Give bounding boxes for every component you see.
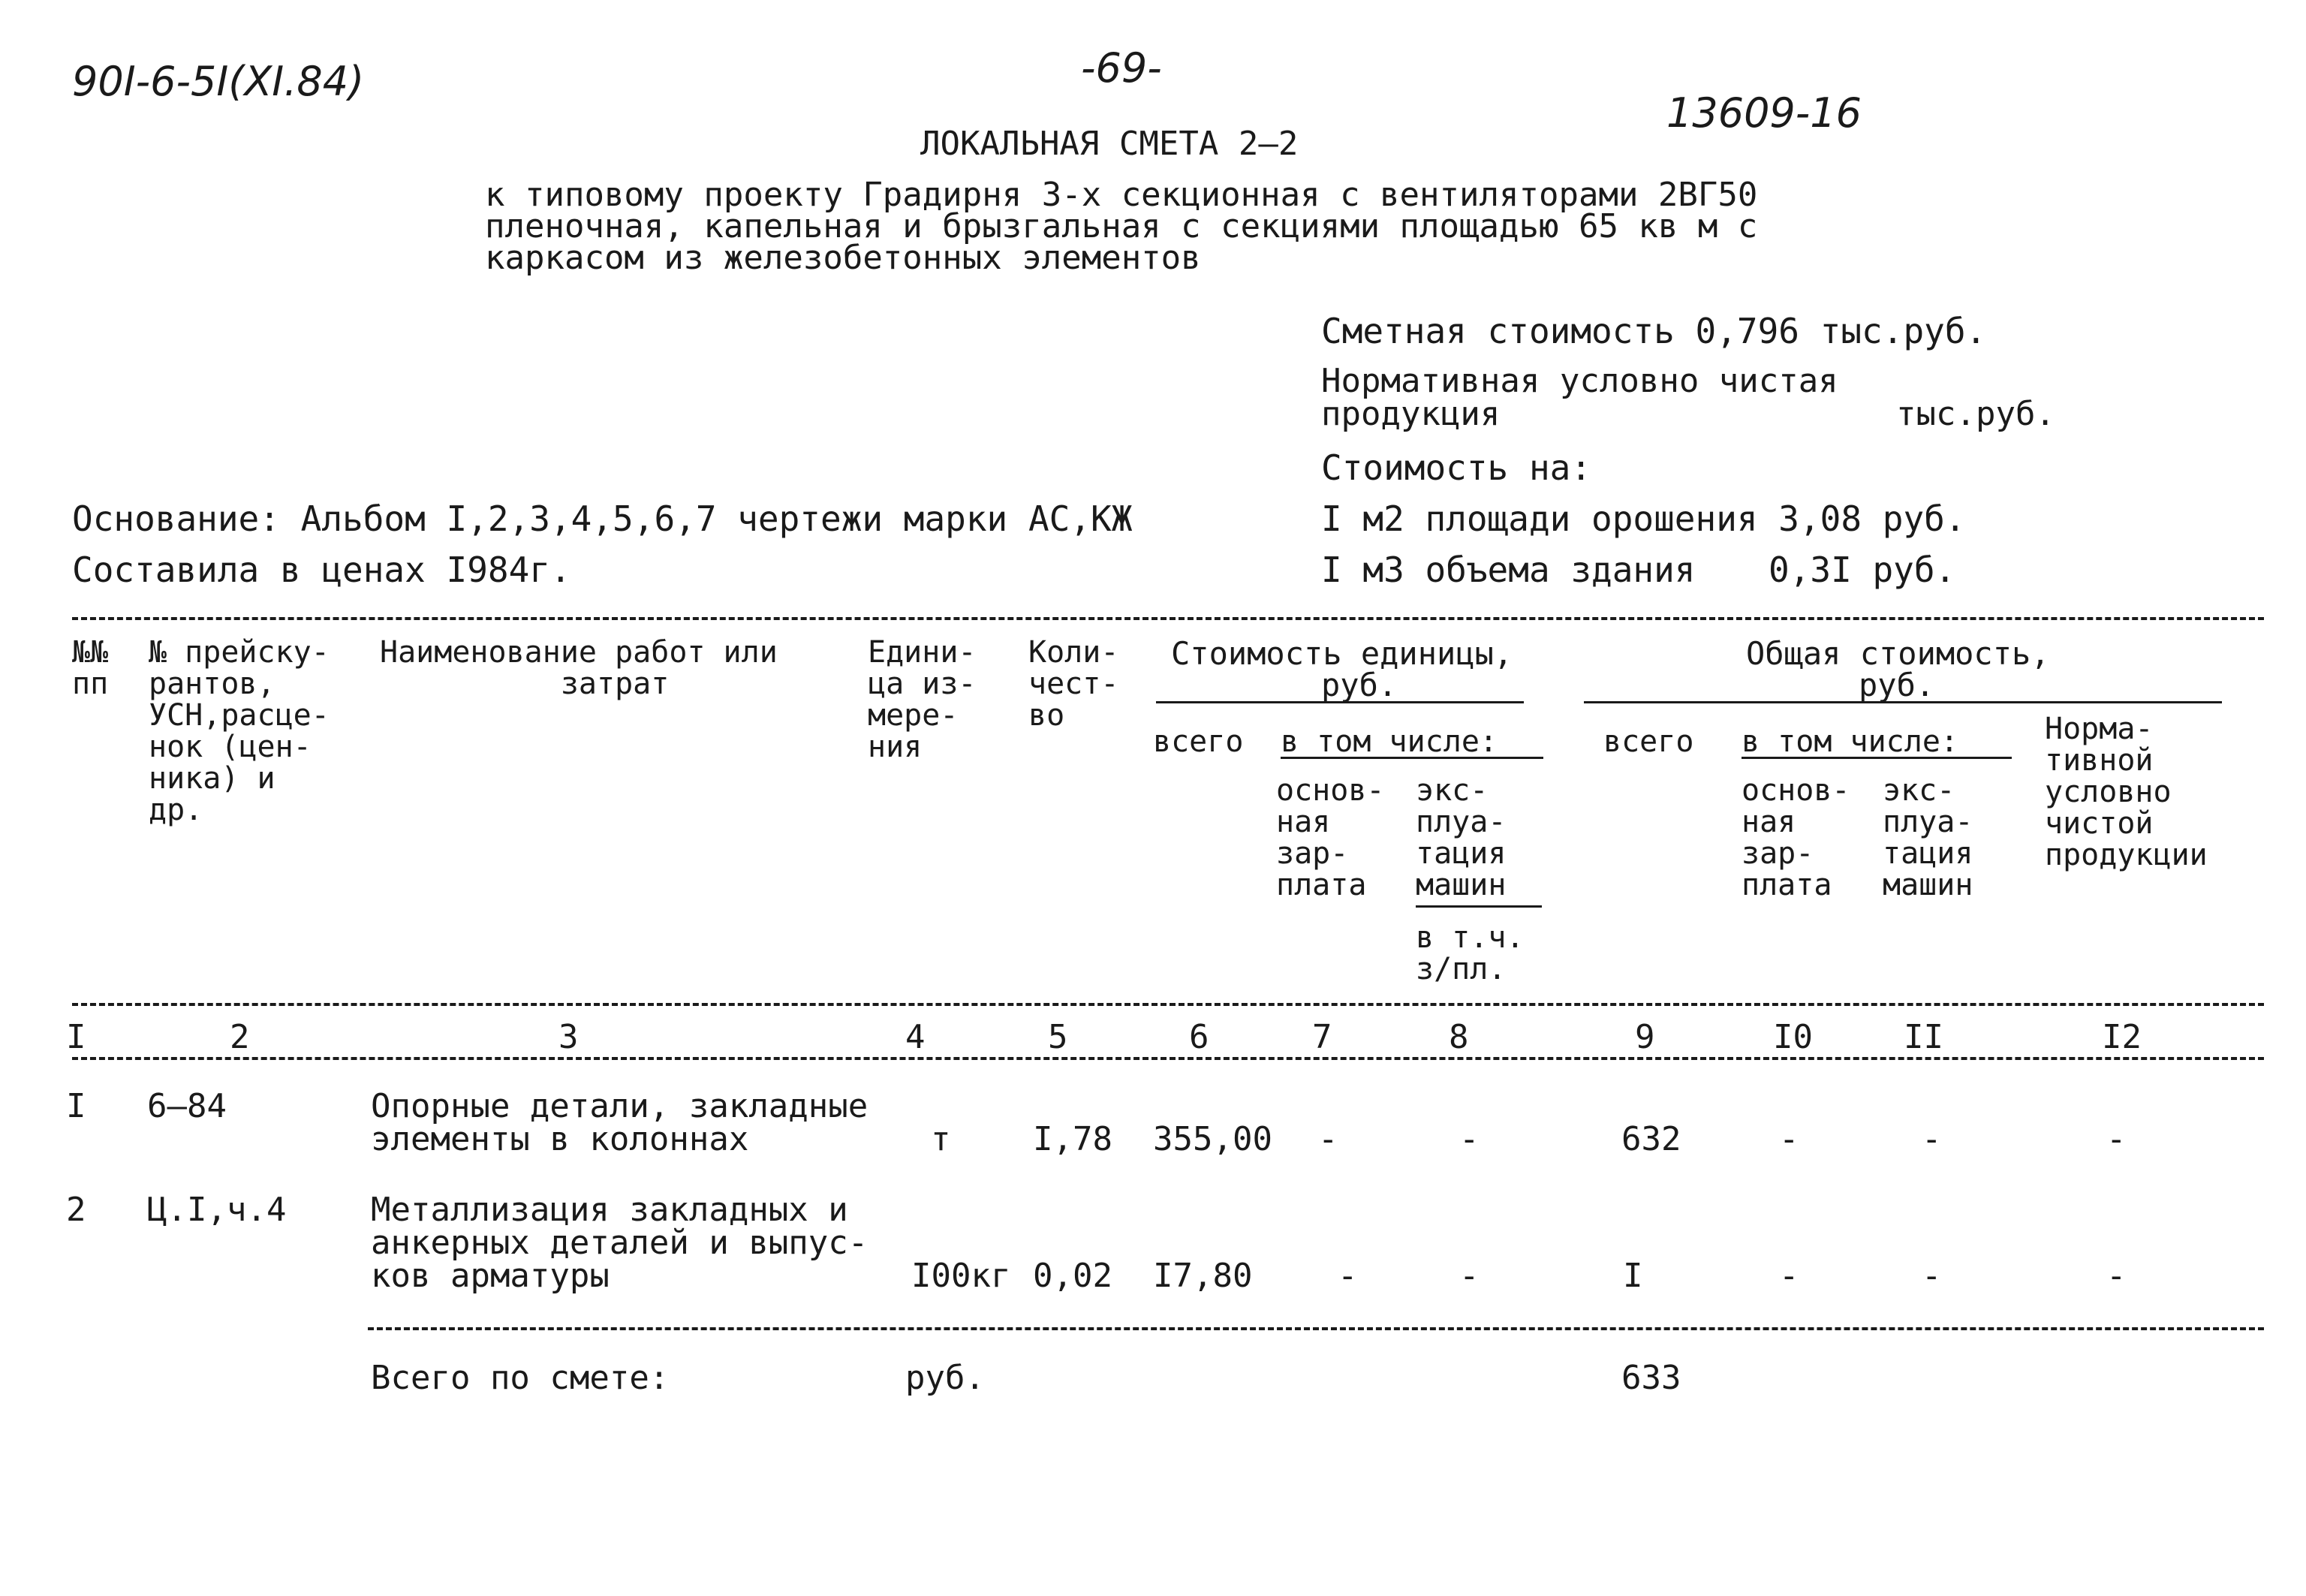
header-total-base-salary: основ- ная зар- плата	[1742, 773, 1850, 902]
row-num: I	[66, 1087, 86, 1125]
row-unit: I00кг	[911, 1257, 1011, 1295]
column-number: 4	[905, 1018, 926, 1056]
row-code: Ц.I,ч.4	[147, 1191, 287, 1229]
row-total-salary: -	[1779, 1120, 1799, 1158]
column-number: I	[66, 1018, 86, 1056]
grand-total: 633	[1621, 1359, 1681, 1397]
header-col3: Наименование работ или затрат	[380, 635, 778, 701]
header-unit-machines: экс- плуа- тация машин	[1416, 773, 1507, 902]
column-number: 8	[1449, 1018, 1469, 1056]
price-year-line: Составила в ценах I984г.	[72, 550, 571, 590]
row-code: 6—84	[147, 1087, 227, 1125]
header-bottom-rule	[72, 1003, 2264, 1006]
header-col4: Едини- ца из- мере- ния	[868, 635, 977, 764]
footer-rule	[368, 1327, 2264, 1330]
column-number: 2	[230, 1018, 250, 1056]
header-col1: №№ пп	[72, 635, 109, 701]
header-total-cost-rub: руб.	[1859, 667, 1935, 703]
row-total-machines: -	[1922, 1257, 1942, 1295]
numbers-bottom-rule	[72, 1057, 2264, 1060]
cost-per-m2: I м2 площади орошения 3,08 руб.	[1321, 498, 1966, 539]
page-number: -69-	[1081, 44, 1162, 92]
header-total-total: всего	[1603, 724, 1694, 759]
header-unit-incl: в том числе:	[1281, 724, 1498, 759]
table-top-rule	[72, 617, 2264, 620]
header-total-cost: Общая стоимость,	[1746, 635, 2050, 672]
row-normative: -	[2106, 1120, 2127, 1158]
subtitle-line: каркасом из железобетонных элементов	[485, 239, 1201, 277]
normative-label-line2: продукция	[1321, 395, 1501, 433]
column-number: 6	[1189, 1018, 1209, 1056]
total-unit: руб.	[905, 1359, 985, 1397]
subtitle	[485, 176, 1758, 277]
estimated-cost: Сметная стоимость 0,796 тыс.руб.	[1321, 311, 1987, 351]
subtitle-line: пленочная, капельная и брызгальная с секциями площадью 65 кв м с	[485, 207, 1758, 245]
normative-label-line1: Нормативная условно чистая	[1321, 362, 1838, 400]
basis-line: Основание: Альбом I,2,3,4,5,6,7 чертежи марки АС,КЖ	[72, 498, 1133, 539]
header-unit-cost: Стоимость единицы,	[1171, 635, 1513, 672]
row-normative: -	[2106, 1257, 2127, 1295]
header-col2: № прейску- рантов, УСН,расце- нок (цен- ника) и др.	[149, 635, 330, 827]
column-number: 7	[1312, 1018, 1332, 1056]
header-total-machines: экс- плуа- тация машин	[1883, 773, 1973, 902]
machines-rule	[1416, 905, 1542, 908]
subtitle-line: к типовому проекту Градирня 3-х секционная с вентиляторами 2ВГ50	[485, 176, 1758, 214]
cost-per-m3-label: I м3 объема здания	[1321, 550, 1696, 590]
archive-number: 13609-16	[1666, 89, 1862, 137]
row-total: 632	[1621, 1120, 1681, 1158]
cost-on-label: Стоимость на:	[1321, 447, 1592, 488]
header-unit-incl-salary: в т.ч. з/пл.	[1416, 920, 1525, 986]
row-total-salary: -	[1779, 1257, 1799, 1295]
row-unit: т	[931, 1120, 951, 1158]
header-normative: Норма- тивной условно чистой продукции	[2045, 712, 2208, 872]
row-unit-machines: -	[1459, 1257, 1480, 1295]
row-unit-salary: -	[1318, 1120, 1338, 1158]
column-number: 3	[558, 1018, 579, 1056]
row-num: 2	[66, 1191, 86, 1229]
column-number: I0	[1773, 1018, 1813, 1056]
row-qty: 0,02	[1033, 1257, 1112, 1295]
cost-per-m3-value: 0,3I руб.	[1769, 550, 1956, 590]
row-total-machines: -	[1922, 1120, 1942, 1158]
column-number: II	[1904, 1018, 1943, 1056]
normative-unit: тыс.руб.	[1896, 395, 2055, 433]
document-title: ЛОКАЛЬНАЯ СМЕТА 2—2	[920, 125, 1299, 163]
column-number: 9	[1635, 1018, 1655, 1056]
row-total: I	[1623, 1257, 1643, 1295]
row-unit-total: I7,80	[1153, 1257, 1253, 1295]
header-unit-cost-rub: руб.	[1321, 667, 1398, 703]
total-label: Всего по смете:	[371, 1359, 670, 1397]
header-total-incl: в том числе:	[1742, 724, 1958, 759]
column-number: 5	[1048, 1018, 1068, 1056]
header-col5: Коли- чест- во	[1028, 635, 1119, 733]
header-unit-base-salary: основ- ная зар- плата	[1276, 773, 1385, 902]
header-unit-total: всего	[1153, 724, 1244, 759]
document-number: 90I-6-5I(XI.84)	[72, 58, 365, 105]
row-qty: I,78	[1033, 1120, 1112, 1158]
row-unit-machines: -	[1459, 1120, 1480, 1158]
row-unit-salary: -	[1338, 1257, 1358, 1295]
row-name: Опорные детали, закладные элементы в колоннах	[371, 1087, 869, 1158]
column-number: I2	[2102, 1018, 2142, 1056]
row-unit-total: 355,00	[1153, 1120, 1272, 1158]
row-name: Металлизация закладных и анкерных деталей и выпус- ков арматуры	[371, 1191, 869, 1295]
